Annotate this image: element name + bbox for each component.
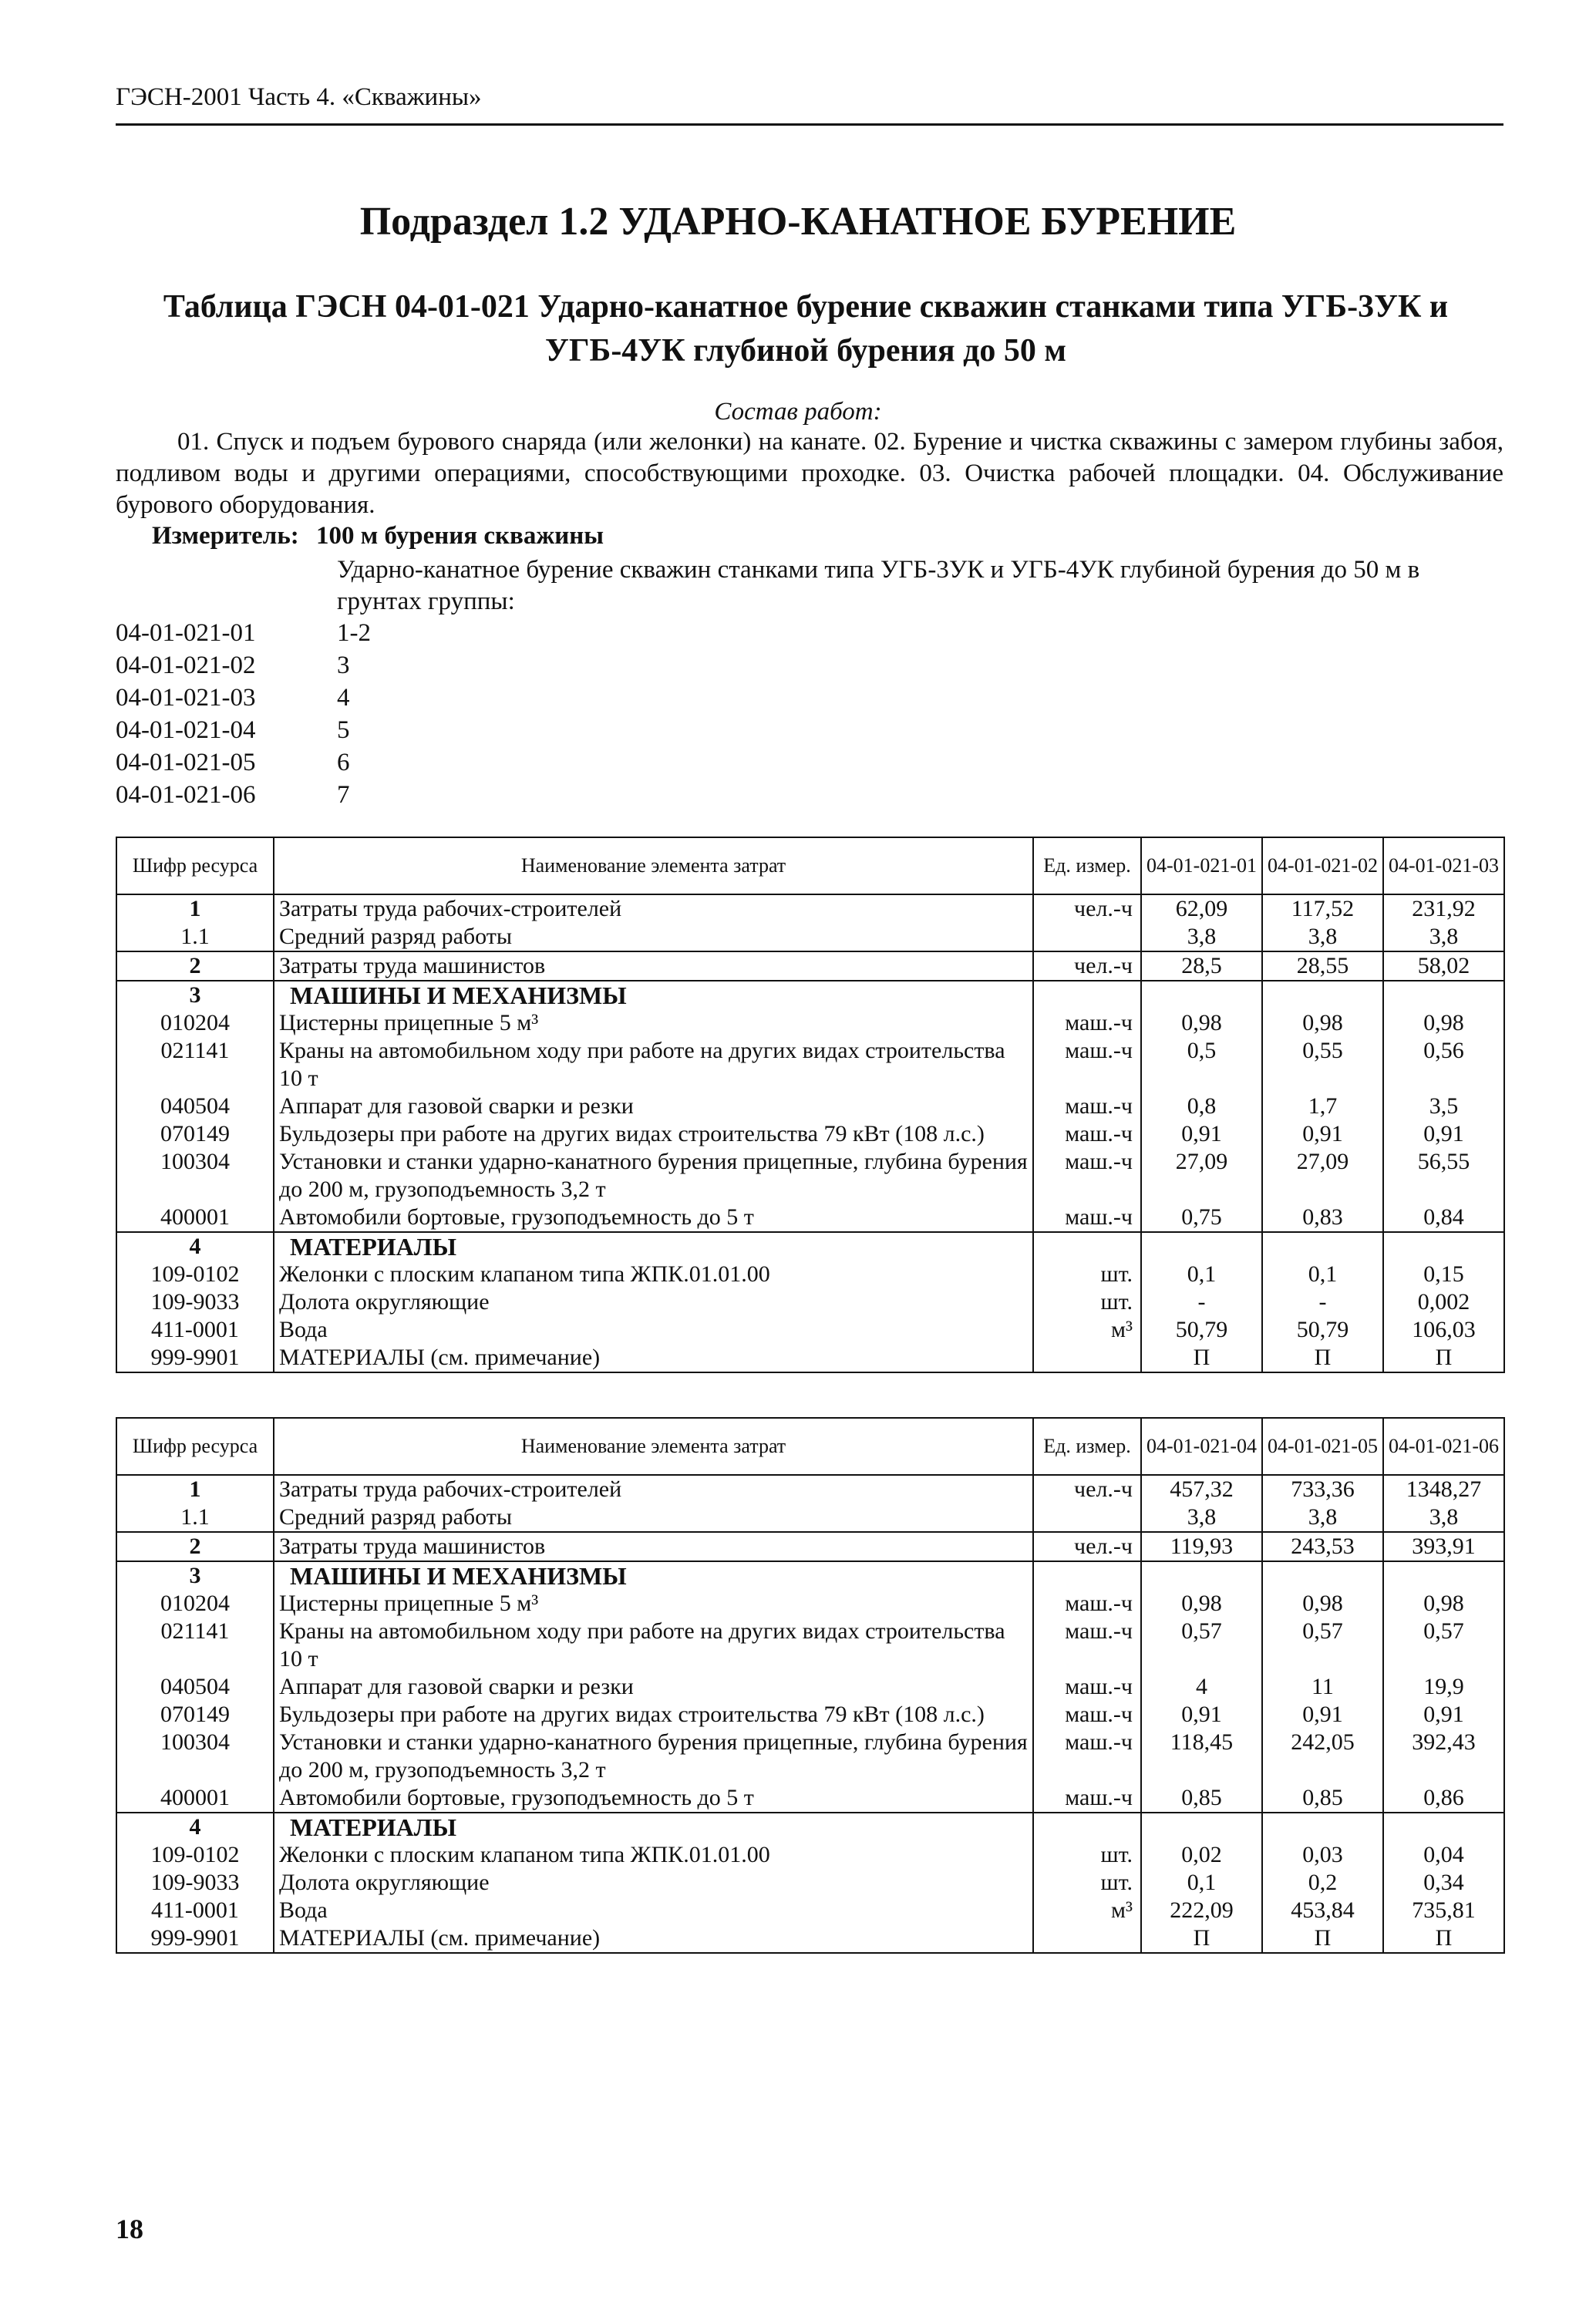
resource-value: 27,09: [1141, 1148, 1262, 1204]
resource-value: 0,98: [1383, 1590, 1504, 1618]
header-code: Шифр ресурса: [116, 837, 274, 894]
table-row: [116, 1813, 1504, 1841]
header-norm-code: 04-01-021-05: [1262, 1418, 1383, 1475]
resource-value: 3,8: [1141, 923, 1262, 951]
resource-value: 0,84: [1383, 1204, 1504, 1232]
resource-code: 040504: [116, 1093, 274, 1120]
resource-name: Автомобили бортовые, грузоподъемность до 5 т: [274, 1784, 1033, 1813]
resource-code: 3: [116, 1561, 274, 1590]
resource-value: 457,32: [1141, 1475, 1262, 1503]
resource-value: 0,1: [1262, 1261, 1383, 1288]
table-row: [116, 1841, 1504, 1869]
norm-code-list: [116, 617, 371, 811]
norm-code-row: [116, 682, 371, 714]
norm-code-row: [116, 649, 371, 682]
resource-value: 0,85: [1262, 1784, 1383, 1813]
resource-name: Затраты труда машинистов: [274, 951, 1033, 981]
resource-name: Средний разряд работы: [274, 923, 1033, 951]
resource-unit: м³: [1033, 1897, 1141, 1924]
resource-unit: [1033, 1561, 1141, 1590]
resource-value: [1262, 1813, 1383, 1841]
table-row: [116, 1784, 1504, 1813]
resource-unit: маш.-ч: [1033, 1037, 1141, 1093]
resource-value: 106,03: [1383, 1316, 1504, 1344]
resource-code: 999-9901: [116, 1924, 274, 1953]
resource-value: 0,03: [1262, 1841, 1383, 1869]
resource-value: 28,55: [1262, 951, 1383, 981]
resource-unit: [1033, 1503, 1141, 1532]
resource-value: 0,91: [1383, 1701, 1504, 1729]
resource-value: 0,56: [1383, 1037, 1504, 1093]
resource-name: Затраты труда рабочих-строителей: [274, 1475, 1033, 1503]
resource-value: [1383, 981, 1504, 1009]
resource-value: 3,5: [1383, 1093, 1504, 1120]
resource-name: Средний разряд работы: [274, 1503, 1033, 1532]
resource-name: Установки и станки ударно-канатного бурения прицепные, глубина бурения до 200 м, грузоподъемность 3,2 т: [274, 1148, 1033, 1204]
header-code: Шифр ресурса: [116, 1418, 274, 1475]
resource-name: Затраты труда машинистов: [274, 1532, 1033, 1561]
resource-value: -: [1141, 1288, 1262, 1316]
resource-value: 0,02: [1141, 1841, 1262, 1869]
resource-value: П: [1262, 1924, 1383, 1953]
resource-value: 0,98: [1383, 1009, 1504, 1037]
page-header: ГЭСН-2001 Часть 4. «Скважины»: [116, 83, 482, 111]
resource-unit: маш.-ч: [1033, 1148, 1141, 1204]
resource-value: 392,43: [1383, 1729, 1504, 1784]
resource-value: 0,98: [1141, 1009, 1262, 1037]
resource-code: 411-0001: [116, 1897, 274, 1924]
resource-value: П: [1383, 1344, 1504, 1372]
resource-value: 0,04: [1383, 1841, 1504, 1869]
resource-code: 010204: [116, 1590, 274, 1618]
resource-value: 0,91: [1383, 1120, 1504, 1148]
resource-value: 0,91: [1262, 1120, 1383, 1148]
resource-code: 2: [116, 951, 274, 981]
resource-value: 19,9: [1383, 1673, 1504, 1701]
table-row: [116, 1701, 1504, 1729]
resource-value: 0,75: [1141, 1204, 1262, 1232]
resource-value: 62,09: [1141, 894, 1262, 923]
table-row: [116, 1561, 1504, 1590]
resource-value: [1262, 981, 1383, 1009]
resource-code: 040504: [116, 1673, 274, 1701]
resource-value: 243,53: [1262, 1532, 1383, 1561]
resource-value: 3,8: [1262, 923, 1383, 951]
resource-value: 27,09: [1262, 1148, 1383, 1204]
table-row: [116, 894, 1504, 923]
resource-name: Долота округляющие: [274, 1869, 1033, 1897]
resource-value: 0,98: [1262, 1590, 1383, 1618]
resource-unit: шт.: [1033, 1841, 1141, 1869]
soil-group: 4: [337, 684, 350, 712]
resource-table-2: [116, 1417, 1505, 1954]
soil-group: 1-2: [337, 619, 371, 647]
resource-code: 010204: [116, 1009, 274, 1037]
resource-unit: [1033, 1344, 1141, 1372]
resource-value: 0,91: [1141, 1701, 1262, 1729]
resource-unit: маш.-ч: [1033, 1120, 1141, 1148]
resource-value: 0,85: [1141, 1784, 1262, 1813]
table-row: [116, 1204, 1504, 1232]
table-row: [116, 1475, 1504, 1503]
resource-value: 242,05: [1262, 1729, 1383, 1784]
resource-name: Затраты труда рабочих-строителей: [274, 894, 1033, 923]
resource-name: МАТЕРИАЛЫ: [274, 1813, 1033, 1841]
table-row: [116, 1532, 1504, 1561]
header-unit: Ед. измер.: [1033, 837, 1141, 894]
resource-name: МАШИНЫ И МЕХАНИЗМЫ: [274, 981, 1033, 1009]
table-row: [116, 1897, 1504, 1924]
resource-value: 733,36: [1262, 1475, 1383, 1503]
resource-code: 4: [116, 1813, 274, 1841]
resource-value: 0,1: [1141, 1261, 1262, 1288]
resource-value: [1262, 1561, 1383, 1590]
resource-unit: чел.-ч: [1033, 1532, 1141, 1561]
resource-name: Цистерны прицепные 5 м³: [274, 1590, 1033, 1618]
table-row: [116, 923, 1504, 951]
resource-value: [1262, 1232, 1383, 1261]
table-row: [116, 1590, 1504, 1618]
resource-name: Цистерны прицепные 5 м³: [274, 1009, 1033, 1037]
resource-value: 117,52: [1262, 894, 1383, 923]
resource-name: Краны на автомобильном ходу при работе на других видах строительства 10 т: [274, 1037, 1033, 1093]
resource-unit: маш.-ч: [1033, 1784, 1141, 1813]
norm-description: Ударно-канатное бурение скважин станками типа УГБ-3УК и УГБ-4УК глубиной бурения до 50 м в грунтах группы:: [337, 556, 1420, 615]
resource-code: 109-0102: [116, 1841, 274, 1869]
resource-value: 0,55: [1262, 1037, 1383, 1093]
table-row: [116, 1316, 1504, 1344]
resource-unit: маш.-ч: [1033, 1701, 1141, 1729]
resource-value: 11: [1262, 1673, 1383, 1701]
table-row: [116, 1869, 1504, 1897]
resource-value: П: [1262, 1344, 1383, 1372]
resource-unit: [1033, 981, 1141, 1009]
header-norm-code: 04-01-021-02: [1262, 837, 1383, 894]
resource-value: 50,79: [1262, 1316, 1383, 1344]
resource-name: МАШИНЫ И МЕХАНИЗМЫ: [274, 1561, 1033, 1590]
resource-code: 070149: [116, 1120, 274, 1148]
resource-unit: шт.: [1033, 1261, 1141, 1288]
resource-value: 0,2: [1262, 1869, 1383, 1897]
table-row: [116, 1503, 1504, 1532]
composition-text: 01. Спуск и подъем бурового снаряда (или желонки) на канате. 02. Бурение и чистка скважины с замером глубины забоя, подливом воды и другими операциями, способствующими проходке. 03. Очистка рабочей площадки. 04. Обслуживание бурового оборудования.: [116, 428, 1503, 519]
resource-value: 0,8: [1141, 1093, 1262, 1120]
table-header-row: [116, 837, 1504, 894]
norm-code: 04-01-021-03: [116, 684, 256, 712]
table-row: [116, 1261, 1504, 1288]
resource-name: Желонки с плоским клапаном типа ЖПК.01.01.00: [274, 1841, 1033, 1869]
resource-value: 0,86: [1383, 1784, 1504, 1813]
resource-code: 1.1: [116, 923, 274, 951]
resource-code: 021141: [116, 1037, 274, 1093]
norm-code: 04-01-021-02: [116, 651, 256, 679]
resource-value: П: [1141, 1924, 1262, 1953]
resource-value: 0,98: [1262, 1009, 1383, 1037]
resource-value: 4: [1141, 1673, 1262, 1701]
resource-value: 231,92: [1383, 894, 1504, 923]
resource-code: 109-9033: [116, 1869, 274, 1897]
resource-name: МАТЕРИАЛЫ (см. примечание): [274, 1344, 1033, 1372]
resource-value: 58,02: [1383, 951, 1504, 981]
norm-code: 04-01-021-05: [116, 749, 256, 776]
resource-value: 28,5: [1141, 951, 1262, 981]
table-row: [116, 981, 1504, 1009]
resource-value: 119,93: [1141, 1532, 1262, 1561]
header-norm-code: 04-01-021-04: [1141, 1418, 1262, 1475]
resource-value: 0,5: [1141, 1037, 1262, 1093]
resource-value: [1141, 1561, 1262, 1590]
resource-unit: чел.-ч: [1033, 951, 1141, 981]
resource-code: 100304: [116, 1148, 274, 1204]
resource-name: Автомобили бортовые, грузоподъемность до 5 т: [274, 1204, 1033, 1232]
resource-value: 118,45: [1141, 1729, 1262, 1784]
header-name: Наименование элемента затрат: [274, 1418, 1033, 1475]
resource-value: 0,83: [1262, 1204, 1383, 1232]
resource-value: 453,84: [1262, 1897, 1383, 1924]
resource-code: 070149: [116, 1701, 274, 1729]
resource-unit: шт.: [1033, 1869, 1141, 1897]
resource-value: 3,8: [1383, 1503, 1504, 1532]
resource-value: [1141, 1232, 1262, 1261]
soil-group: 7: [337, 781, 350, 809]
resource-name: Бульдозеры при работе на других видах строительства 79 кВт (108 л.с.): [274, 1701, 1033, 1729]
resource-name: Установки и станки ударно-канатного бурения прицепные, глубина бурения до 200 м, грузоподъемность 3,2 т: [274, 1729, 1033, 1784]
resource-code: 3: [116, 981, 274, 1009]
resource-value: 0,98: [1141, 1590, 1262, 1618]
resource-code: 4: [116, 1232, 274, 1261]
header-norm-code: 04-01-021-06: [1383, 1418, 1504, 1475]
resource-value: 3,8: [1262, 1503, 1383, 1532]
resource-unit: [1033, 1813, 1141, 1841]
resource-name: МАТЕРИАЛЫ (см. примечание): [274, 1924, 1033, 1953]
table-row: [116, 1232, 1504, 1261]
resource-value: [1383, 1232, 1504, 1261]
resource-code: 400001: [116, 1204, 274, 1232]
resource-value: 0,002: [1383, 1288, 1504, 1316]
resource-value: 3,8: [1141, 1503, 1262, 1532]
norm-code: 04-01-021-06: [116, 781, 256, 809]
table-row: [116, 1729, 1504, 1784]
resource-code: 2: [116, 1532, 274, 1561]
resource-value: [1383, 1561, 1504, 1590]
table-header-row: [116, 1418, 1504, 1475]
resource-name: Бульдозеры при работе на других видах строительства 79 кВт (108 л.с.): [274, 1120, 1033, 1148]
table-row: [116, 1120, 1504, 1148]
resource-unit: м³: [1033, 1316, 1141, 1344]
resource-value: П: [1141, 1344, 1262, 1372]
resource-value: 0,1: [1141, 1869, 1262, 1897]
resource-value: 393,91: [1383, 1532, 1504, 1561]
table-title: Таблица ГЭСН 04-01-021 Ударно-канатное бурение скважин станками типа УГБ-3УК и УГБ-4УК глубиной бурения до 50 м: [163, 289, 1449, 369]
norm-code: 04-01-021-04: [116, 716, 256, 744]
resource-name: Вода: [274, 1897, 1033, 1924]
resource-unit: маш.-ч: [1033, 1729, 1141, 1784]
header-divider: [116, 123, 1503, 126]
norm-code-row: [116, 779, 371, 811]
soil-group: 6: [337, 749, 350, 776]
resource-code: 021141: [116, 1618, 274, 1673]
resource-unit: [1033, 1924, 1141, 1953]
resource-unit: шт.: [1033, 1288, 1141, 1316]
measure-label: Измеритель:: [152, 522, 299, 550]
resource-unit: [1033, 923, 1141, 951]
resource-code: 400001: [116, 1784, 274, 1813]
resource-value: 0,34: [1383, 1869, 1504, 1897]
resource-value: 0,57: [1141, 1618, 1262, 1673]
resource-unit: маш.-ч: [1033, 1204, 1141, 1232]
table-row: [116, 1924, 1504, 1953]
resource-name: МАТЕРИАЛЫ: [274, 1232, 1033, 1261]
resource-name: Краны на автомобильном ходу при работе на других видах строительства 10 т: [274, 1618, 1033, 1673]
resource-name: Аппарат для газовой сварки и резки: [274, 1673, 1033, 1701]
resource-unit: маш.-ч: [1033, 1093, 1141, 1120]
resource-code: 109-9033: [116, 1288, 274, 1316]
norm-code: 04-01-021-01: [116, 619, 256, 647]
table-row: [116, 1344, 1504, 1372]
resource-value: 0,57: [1262, 1618, 1383, 1673]
soil-group: 3: [337, 651, 350, 679]
page-number: 18: [116, 2214, 143, 2244]
resource-unit: маш.-ч: [1033, 1590, 1141, 1618]
table-row: [116, 951, 1504, 981]
resource-code: 411-0001: [116, 1316, 274, 1344]
resource-value: 0,57: [1383, 1618, 1504, 1673]
table-row: [116, 1618, 1504, 1673]
resource-unit: [1033, 1232, 1141, 1261]
header-unit: Ед. измер.: [1033, 1418, 1141, 1475]
table-row: [116, 1037, 1504, 1093]
resource-unit: маш.-ч: [1033, 1673, 1141, 1701]
table-row: [116, 1009, 1504, 1037]
resource-name: Долота округляющие: [274, 1288, 1033, 1316]
resource-unit: чел.-ч: [1033, 894, 1141, 923]
resource-code: 1: [116, 894, 274, 923]
resource-value: 56,55: [1383, 1148, 1504, 1204]
header-norm-code: 04-01-021-03: [1383, 837, 1504, 894]
resource-value: 50,79: [1141, 1316, 1262, 1344]
table-row: [116, 1288, 1504, 1316]
header-norm-code: 04-01-021-01: [1141, 837, 1262, 894]
resource-name: Желонки с плоским клапаном типа ЖПК.01.01.00: [274, 1261, 1033, 1288]
resource-value: 1,7: [1262, 1093, 1383, 1120]
table-row: [116, 1148, 1504, 1204]
composition-label: Состав работ:: [714, 398, 882, 426]
header-name: Наименование элемента затрат: [274, 837, 1033, 894]
measure-line: [152, 522, 604, 550]
measure-value: 100 м бурения скважины: [316, 522, 604, 550]
table-row: [116, 1093, 1504, 1120]
norm-code-row: [116, 617, 371, 649]
resource-value: 3,8: [1383, 923, 1504, 951]
resource-value: 0,91: [1262, 1701, 1383, 1729]
resource-code: 1.1: [116, 1503, 274, 1532]
norm-code-row: [116, 714, 371, 746]
resource-unit: чел.-ч: [1033, 1475, 1141, 1503]
resource-value: [1141, 981, 1262, 1009]
resource-name: Вода: [274, 1316, 1033, 1344]
resource-value: 1348,27: [1383, 1475, 1504, 1503]
section-title: Подраздел 1.2 УДАРНО-КАНАТНОЕ БУРЕНИЕ: [359, 200, 1237, 244]
resource-code: 999-9901: [116, 1344, 274, 1372]
table-row: [116, 1673, 1504, 1701]
resource-value: 735,81: [1383, 1897, 1504, 1924]
resource-value: [1141, 1813, 1262, 1841]
resource-code: 109-0102: [116, 1261, 274, 1288]
soil-group: 5: [337, 716, 350, 744]
resource-code: 1: [116, 1475, 274, 1503]
resource-value: 0,15: [1383, 1261, 1504, 1288]
resource-value: -: [1262, 1288, 1383, 1316]
resource-value: [1383, 1813, 1504, 1841]
resource-unit: маш.-ч: [1033, 1009, 1141, 1037]
resource-unit: маш.-ч: [1033, 1618, 1141, 1673]
norm-code-row: [116, 746, 371, 779]
resource-code: 100304: [116, 1729, 274, 1784]
resource-value: 222,09: [1141, 1897, 1262, 1924]
resource-value: 0,91: [1141, 1120, 1262, 1148]
resource-value: П: [1383, 1924, 1504, 1953]
resource-table-1: [116, 837, 1505, 1373]
resource-name: Аппарат для газовой сварки и резки: [274, 1093, 1033, 1120]
